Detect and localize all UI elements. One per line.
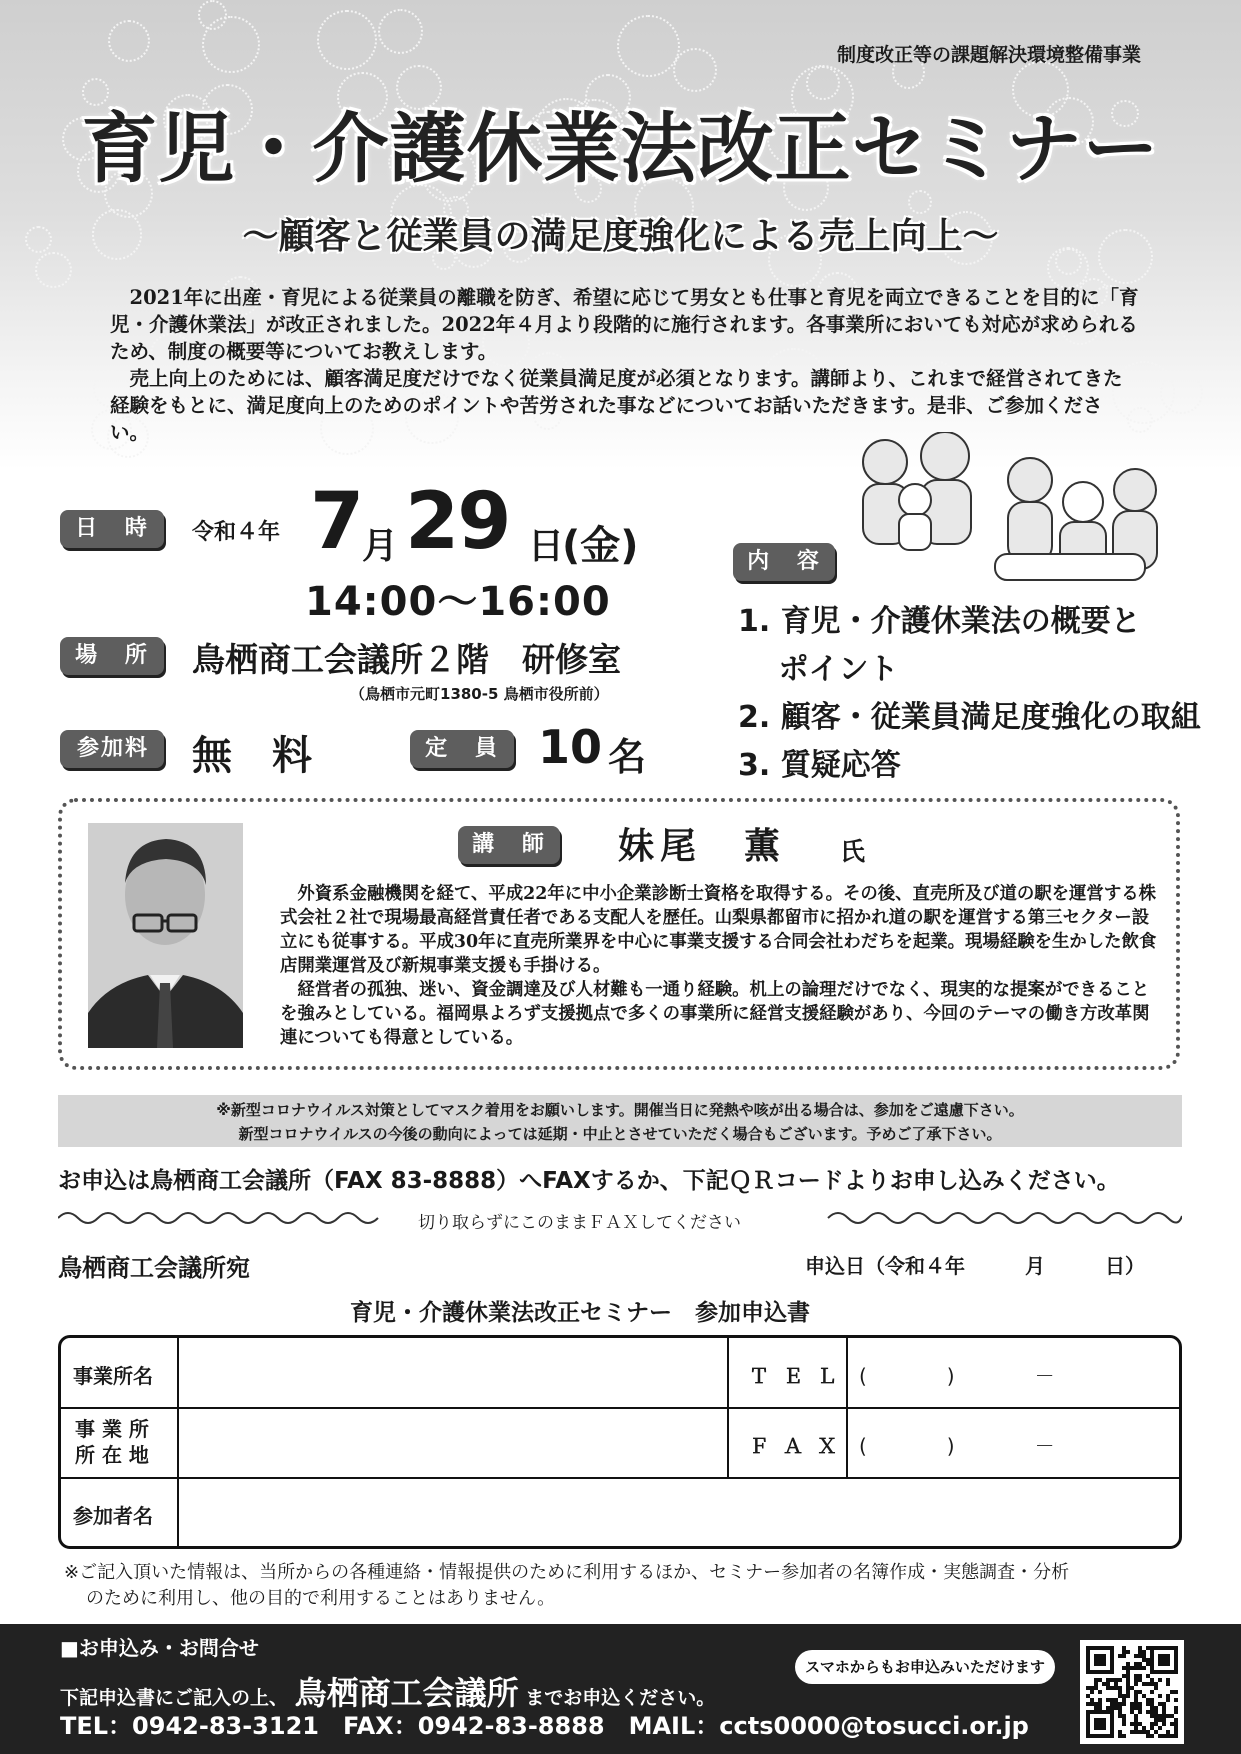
sponsor-line: 制度改正等の課題解決環境整備事業: [836, 44, 1141, 66]
date-weekday: (金): [562, 523, 639, 569]
company-address-field[interactable]: [181, 1410, 725, 1476]
date-era: 令和４年: [192, 520, 281, 545]
privacy-line: ※ご記入頂いた情報は、当所からの各種連絡・情報提供のために利用するほか、セミナー参加者の名簿作成・実態調査・分析: [64, 1562, 1070, 1583]
form-apply-date: 申込日（令和４年 月 日）: [805, 1254, 1145, 1278]
notice-line: ※新型コロナウイルス対策としてマスク着用をお願いします。開催当日に発熱や咳が出る場合は、参加をご遠慮下さい。: [216, 1101, 1024, 1119]
participant-label: 参加者名: [73, 1504, 153, 1528]
date-month: 7: [310, 477, 363, 567]
content-tag: 内 容: [733, 543, 835, 581]
notice-line: 新型コロナウイルスの今後の動向によっては延期・中止とさせていただく場合もございます。予めご了承下さい。: [238, 1125, 1002, 1143]
footer-contact: TEL：0942-83-3121 FAX：0942-83-8888 MAIL：ccts0000@tosucci.or.jp: [60, 1712, 1029, 1740]
event-time: 14:00～16:00: [305, 579, 611, 625]
bokeh-dot: [108, 20, 150, 62]
family-illustration: [845, 432, 1165, 587]
event-fee: 無 料: [192, 733, 312, 779]
tel-field[interactable]: ( ) －: [859, 1364, 1055, 1388]
bokeh-dot: [198, 0, 227, 29]
bokeh-dot: [317, 10, 377, 70]
intro-paragraph: 2021年に出産・育児による従業員の離職を防ぎ、希望に応じて男女とも仕事と育児を両立できることを目的に「育児・介護休業法」が改正されました。2022年４月より段階的に施行されます。各事業所においても対応が求められるため、制度の概要等についてお教えします。: [110, 286, 1139, 363]
bio-paragraph: 外資系金融機関を経て、平成22年に中小企業診断士資格を取得する。その後、直売所及び道の駅を運営する株式会社２社で現場最高経営責任者である支配人を歴任。山梨県都留市に招かれ道の駅を運営する第三セクター設立にも従事する。平成30年に直売所業界を中心に事業支援する合同会社わだちを起業。現場経験を生かした飲食店開業運営及び新規事業支援も手掛ける。: [280, 884, 1157, 976]
form-divider: [61, 1477, 1179, 1479]
page-subtitle: ～顧客と従業員の満足度強化による売上向上～: [242, 216, 999, 257]
form-title: 育児・介護休業法改正セミナー 参加申込書: [350, 1300, 810, 1326]
capacity-tag: 定 員: [410, 730, 514, 768]
lecturer-tag: 講 師: [458, 826, 560, 864]
company-name-field[interactable]: [181, 1340, 725, 1406]
content-item: 1. 育児・介護休業法の概要と: [738, 604, 1141, 639]
footer-org: 鳥栖商工会議所: [294, 1674, 519, 1712]
event-capacity-unit: 名: [608, 735, 647, 779]
date-day-unit: 日: [528, 526, 565, 567]
date-tag: 日 時: [60, 510, 164, 548]
bokeh-dot: [673, 48, 717, 92]
form-divider: [727, 1338, 729, 1477]
intro-text: [110, 284, 1140, 446]
qr-code-icon[interactable]: [1080, 1640, 1184, 1744]
lecturer-name: 妹尾 薫: [618, 825, 787, 867]
lecturer-photo: [88, 823, 243, 1048]
company-name-label: 事業所名: [73, 1364, 153, 1388]
company-address-label: [75, 1416, 149, 1468]
participant-field[interactable]: [181, 1480, 1171, 1544]
address-label-line: 事 業 所: [75, 1417, 149, 1441]
fee-tag: 参加料: [60, 730, 164, 768]
form-divider: [61, 1407, 1179, 1409]
privacy-note: [64, 1560, 1069, 1612]
form-addressee: 鳥栖商工会議所宛: [58, 1254, 250, 1282]
date-day: 29: [405, 477, 510, 567]
intro-paragraph: 売上向上のためには、顧客満足度だけでなく従業員満足度が必須となります。講師より、これまで経営されてきた経験をもとに、満足度向上のためのポイントや苦労された事などについてお話いただきます。是非、ご参加ください。: [110, 367, 1123, 444]
cut-line-label: 切り取らずにこのままＦＡＸしてください: [418, 1213, 741, 1233]
application-form: [58, 1335, 1182, 1549]
bokeh-dot: [617, 15, 679, 77]
date-month-unit: 月: [362, 526, 399, 567]
fax-label: ＦＡＸ: [749, 1434, 851, 1458]
address-label-line: 所 在 地: [75, 1443, 149, 1467]
bokeh-dot: [1160, 372, 1202, 414]
lecturer-honorific: 氏: [840, 837, 866, 866]
bio-paragraph: 経営者の孤独、迷い、資金調達及び人材難も一通り経験。机上の論理だけでなく、現実的な提案ができることを強みとしている。福岡県よろず支援拠点で多くの事業所に経営支援経験があり、今回のテーマの働き方改革関連についても得意としている。: [280, 980, 1150, 1048]
event-place: 鳥栖商工会議所２階 研修室: [192, 640, 621, 679]
event-capacity: 10: [538, 720, 603, 774]
footer-lead-post: までお申込ください。: [525, 1687, 716, 1709]
footer-heading: ■お申込み・お問合せ: [60, 1636, 259, 1660]
content-item: 2. 顧客・従業員満足度強化の取組: [738, 700, 1201, 735]
place-tag: 場 所: [60, 637, 164, 675]
content-list: [738, 598, 1201, 790]
content-item: ポイント: [738, 652, 899, 687]
tel-label: ＴＥＬ: [749, 1364, 851, 1388]
lecturer-bio: [280, 882, 1160, 1050]
page-title: 育児・介護休業法改正セミナー: [81, 104, 1160, 193]
covid-notice: [58, 1095, 1182, 1147]
footer-lead-pre: 下記申込書にご記入の上、: [60, 1687, 289, 1709]
fax-field[interactable]: ( ) －: [859, 1434, 1055, 1458]
event-address: （鳥栖市元町1380-5 鳥栖市役所前）: [350, 685, 609, 703]
form-divider: [177, 1338, 179, 1546]
bokeh-dot: [378, 9, 423, 54]
apply-instruction: お申込は鳥栖商工会議所（FAX 83-8888）へFAXするか、下記ＱＲコードよりお申し込みください。: [58, 1168, 1120, 1194]
content-item: 3. 質疑応答: [738, 748, 901, 783]
privacy-line: のために利用し、他の目的で利用することはありません。: [86, 1588, 556, 1609]
smartphone-bubble: スマホからもお申込みいただけます: [795, 1650, 1055, 1684]
